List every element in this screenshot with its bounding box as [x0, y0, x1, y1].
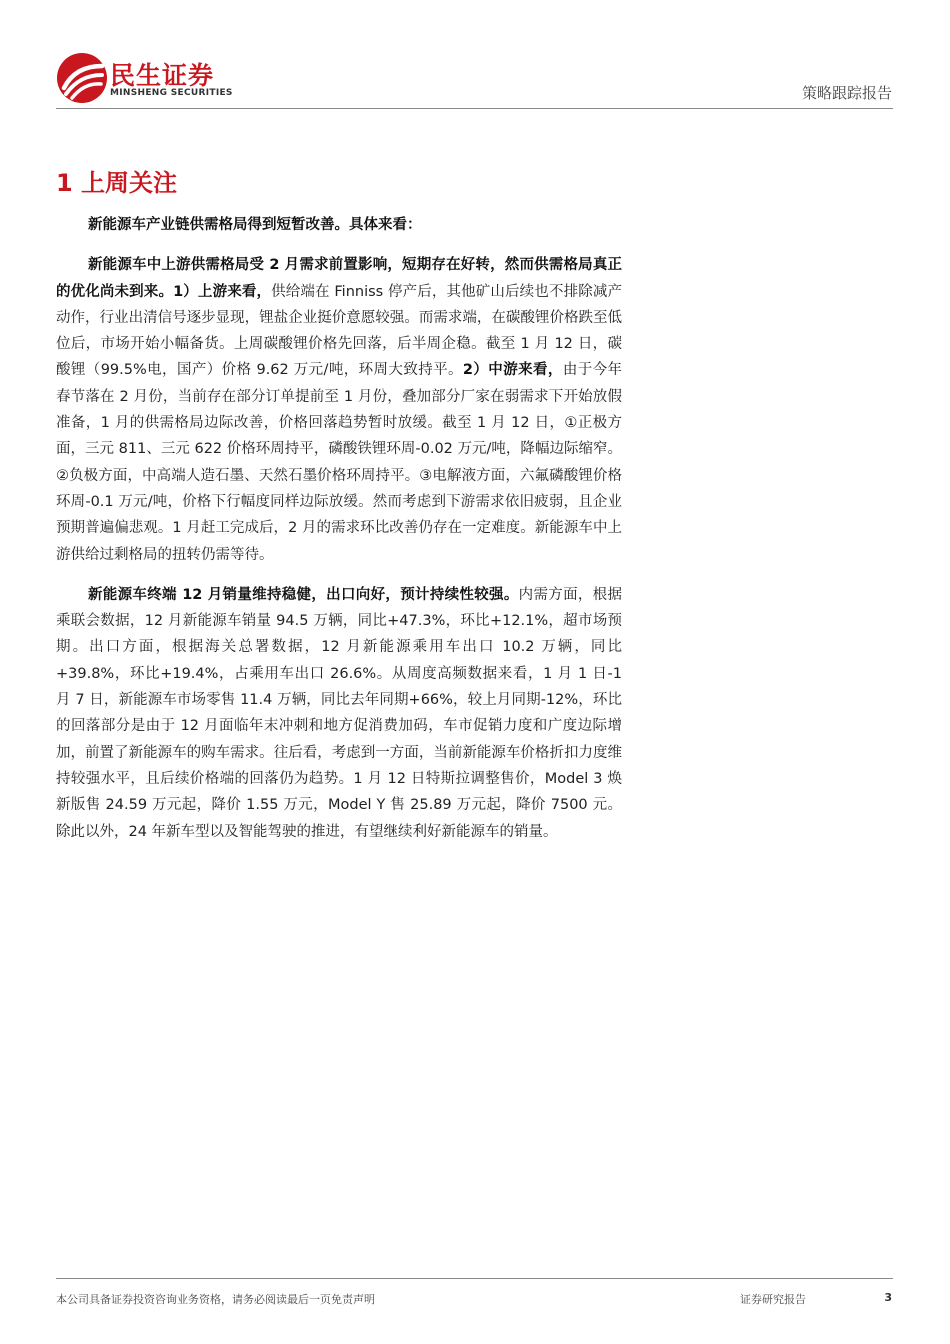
bold-text-run: 新能源车中上游供需格局受 2 月需求前置影响，短期存在好转，然而供需格局真正的优化尚未到来。1）上游来看， — [56, 257, 622, 300]
footer-report-type: 证券研究报告 — [740, 1293, 806, 1306]
header-divider — [56, 108, 893, 109]
text-run: 由于今年春节落在 2 月份，当前存在部分订单提前至 1 月份，叠加部分厂家在弱需求下开始放假准备，1 月的供需格局边际改善，价格回落趋势暂时放缓。截至 1 月 12 日，①正极方面，三元 811、三元 622 价格环周持平，磷酸铁锂环周-0.02 万元/吨，降幅边际缩窄。②负极方面，中高端人造石墨、天然石墨价格环周持平。③电解液方面，六氟磷酸锂价格环周-0.1 万元/吨，价格下行幅度同样边际放缓。然而考虑到下游需求依旧疲弱，且企业预期普遍偏悲观。1 月赶工完成后，2 月的需求环比改善仍存在一定难度。新能源车中上游供给过剩格局的扭转仍需等待。 — [56, 362, 623, 563]
bold-text-run: 新能源车产业链供需格局得到短暂改善。具体来看： — [88, 217, 422, 233]
body-paragraph — [56, 582, 622, 845]
brand-name-cn: 民生证券 — [110, 61, 215, 90]
bold-text-run: 新能源车终端 12 月销量维持稳健，出口向好，预计持续性较强。 — [88, 586, 519, 603]
footer-divider — [56, 1278, 893, 1279]
text-run: 内需方面，根据乘联会数据，12 月新能源车销量 94.5 万辆，同比+47.3%，环比+12.1%，超市场预期。出口方面，根据海关总署数据，12 月新能源乘用车出口 10.2 万辆，同比+39.8%，环比+19.4%，占乘用车出口 26.6%。从周度高频数据来看，1 月 1 日-1 月 7 日，新能源车市场零售 11.4 万辆，同比去年同期+66%，较上月同期-12%，环比的回落部分是由于 12 月面临年末冲刺和地方促消费加码，车市促销力度和广度边际增加，前置了新能源车的购车需求。往后看，考虑到一方面，当前新能源车价格折扣力度维持较强水平，且后续价格端的回落仍为趋势。1 月 12 日特斯拉调整售价，Model 3 焕新版售 24.59 万元起，降价 1.55 万元，Model Y 售 25.89 万元起，降价 7500 元。除此以外，24 年新车型以及智能驾驶的推进，有望继续利好新能源车的销量。 — [56, 586, 622, 840]
page-header — [0, 0, 950, 110]
minsheng-logo-icon — [56, 52, 108, 104]
body-content — [56, 212, 622, 859]
report-type-label: 策略跟踪报告 — [801, 84, 892, 102]
brand-name-en: MINSHENG SECURITIES — [110, 88, 233, 98]
section-title: 1 上周关注 — [56, 169, 178, 197]
body-paragraph — [56, 212, 622, 238]
page-number: 3 — [884, 1291, 892, 1304]
bold-text-run: 2）中游来看， — [462, 362, 563, 379]
body-paragraph — [56, 252, 622, 568]
footer-disclaimer: 本公司具备证券投资咨询业务资格，请务必阅读最后一页免责声明 — [56, 1293, 375, 1306]
text-run: 供给端在 Finniss 停产后，其他矿山后续也不排除减产动作，行业出清信号逐步显现，锂盐企业挺价意愿较强。而需求端，在碳酸锂价格跌至低位后，市场开始小幅备货。上周碳酸锂价格先回落，后半周企稳。截至 1 月 12 日，碳酸锂（99.5%电，国产）价格 9.62 万元/吨，环周大致持平。 — [56, 283, 622, 379]
